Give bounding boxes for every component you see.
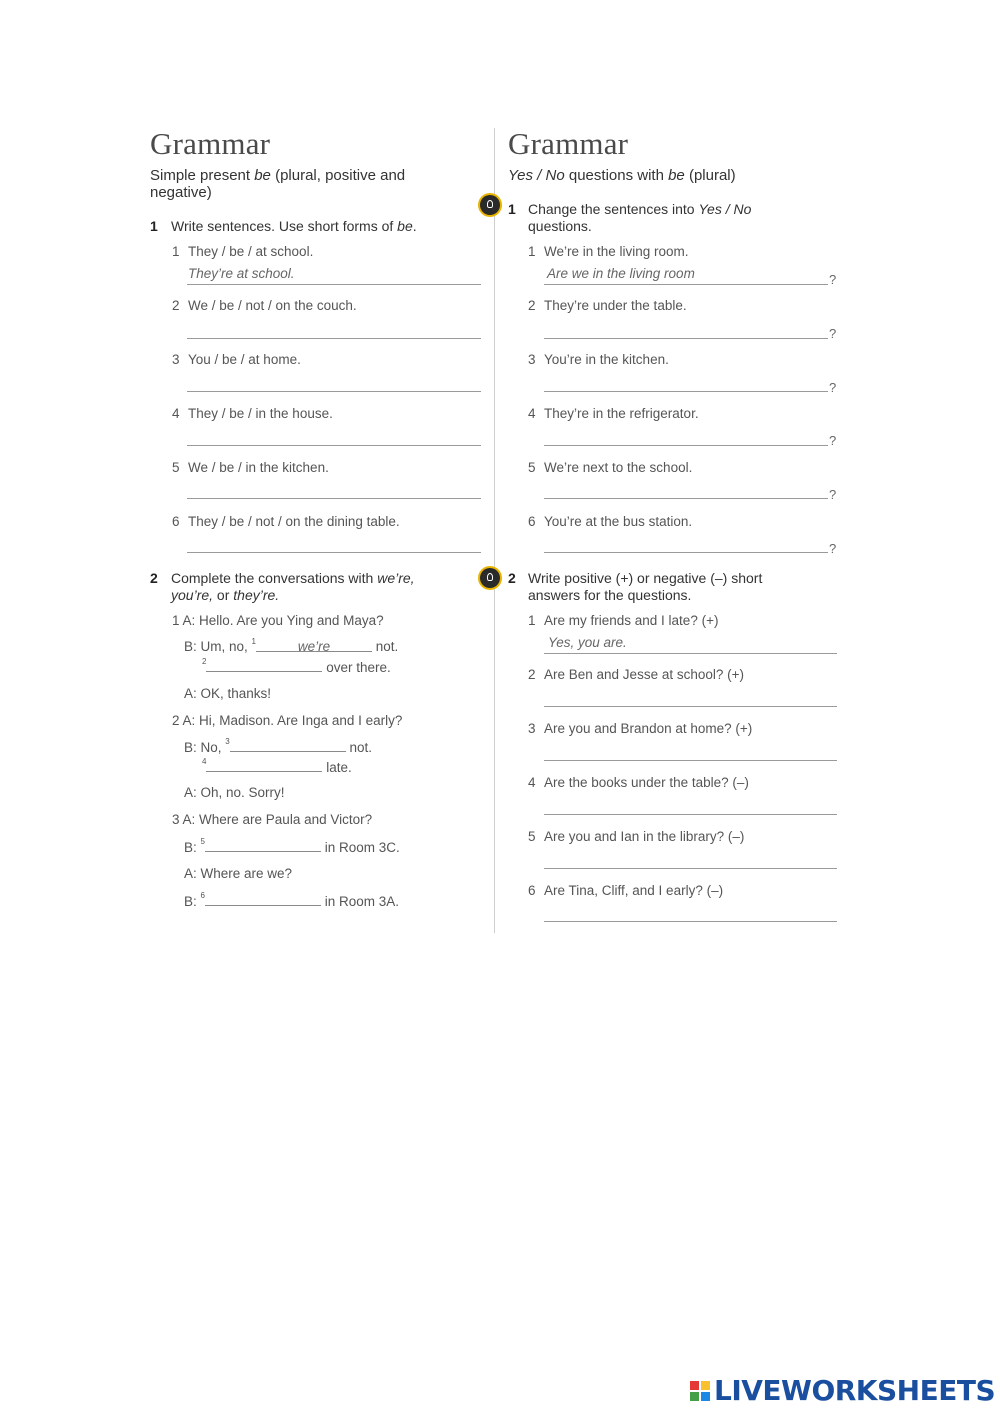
right-ex2-answer-1: Yes, you are. [548,635,627,650]
lightbulb-icon [480,568,500,588]
right-ex2-answer-line-3[interactable] [544,760,837,761]
right-ex2-item-1: 1 Are my friends and I late? (+) [528,613,719,628]
right-ex1-number: 1 [508,201,516,217]
right-ex2-number: 2 [508,570,516,586]
left-title: Grammar [150,126,271,161]
right-ex1-answer-line-2[interactable] [544,338,828,339]
right-ex2-item-6: 6 Are Tina, Cliff, and I early? (–) [528,883,724,898]
left-ex1-answer-line-4[interactable] [187,445,481,446]
question-mark-4: ? [829,433,837,448]
conversation-1-line-b: B: Um, no, $^1$ we’re not. [184,637,399,654]
left-ex1-answer-1: They’re at school. [188,266,295,281]
conversation-2-line-b: B: No, $^3$ not. [184,737,372,755]
right-ex1-answer-line-5[interactable] [544,498,828,499]
conversation-3-line-a: 3 A: Where are Paula and Victor? [172,812,373,827]
left-ex2-number: 2 [150,570,158,586]
right-ex2-answer-line-1[interactable] [544,653,837,654]
left-ex2-instruction: Complete the conversations with we’re, you’re, or they’re. [171,570,415,603]
logo-mark-icon [690,1381,710,1401]
conversation-2-line-d: A: Oh, no. Sorry! [184,785,285,800]
left-ex1-instruction: Write sentences. Use short forms of be. [171,218,417,234]
left-ex1-answer-line-1[interactable] [187,284,481,285]
left-ex1-item-4: 4 They / be / in the house. [172,406,333,421]
left-ex1-item-1: 1 They / be / at school. [172,244,314,259]
conversation-1-line-c: $^2$ over there. [202,657,391,675]
right-ex2-item-5: 5 Are you and Ian in the library? (–) [528,829,745,844]
right-ex1-answer-line-4[interactable] [544,445,828,446]
left-ex1-item-2: 2 We / be / not / on the couch. [172,298,357,313]
liveworksheets-logo [690,1374,995,1407]
blank-6[interactable] [205,893,321,906]
conversation-3-line-d: B: $^6$ in Room 3A. [184,891,400,909]
right-ex1-answer-1: Are we in the living room [547,266,695,281]
right-ex1-instruction: Change the sentences into Yes / No questions. [528,201,752,234]
blank-5[interactable] [205,839,321,852]
right-ex1-item-1: 1 We’re in the living room. [528,244,689,259]
conversation-1-line-d: A: OK, thanks! [184,686,272,701]
column-divider [494,128,495,933]
right-subtitle: Yes / No questions with be (plural) [508,167,736,184]
question-mark-3: ? [829,380,837,395]
left-ex1-answer-line-6[interactable] [187,552,481,553]
left-ex1-item-5: 5 We / be / in the kitchen. [172,460,329,475]
right-ex2-answer-line-5[interactable] [544,868,837,869]
conversation-2-line-a: 2 A: Hi, Madison. Are Inga and I early? [172,713,403,728]
right-ex1-item-6: 6 You’re at the bus station. [528,514,693,529]
right-ex2-answer-line-2[interactable] [544,706,837,707]
conversation-3-line-b: B: $^5$ in Room 3C. [184,837,400,855]
right-ex1-item-5: 5 We’re next to the school. [528,460,693,475]
right-ex2-item-3: 3 Are you and Brandon at home? (+) [528,721,753,736]
left-ex1-item-6: 6 They / be / not / on the dining table. [172,514,400,529]
conversation-3-line-c: A: Where are we? [184,866,293,881]
blank-2[interactable] [206,659,322,672]
lightbulb-icon [480,195,500,215]
left-subtitle: Simple present be (plural, positive and negative) [150,167,406,201]
right-ex1-item-2: 2 They’re under the table. [528,298,687,313]
logo-text: LIVEWORKSHEETS [714,1374,996,1407]
right-ex2-answer-line-4[interactable] [544,814,837,815]
conversation-1-line-a: 1 A: Hello. Are you Ying and Maya? [172,613,384,628]
right-ex1-answer-line-6[interactable] [544,552,828,553]
question-mark-2: ? [829,326,837,341]
right-ex2-instruction: Write positive (+) or negative (–) short answers for the questions. [528,570,763,603]
right-ex1-answer-line-1[interactable] [544,284,828,285]
question-mark-6: ? [829,541,837,556]
left-ex1-number: 1 [150,218,158,234]
right-ex2-answer-line-6[interactable] [544,921,837,922]
question-mark-5: ? [829,487,837,502]
left-ex1-answer-line-3[interactable] [187,391,481,392]
right-ex1-answer-line-3[interactable] [544,391,828,392]
right-ex1-item-4: 4 They’re in the refrigerator. [528,406,699,421]
left-ex1-answer-line-2[interactable] [187,338,481,339]
right-ex2-item-2: 2 Are Ben and Jesse at school? (+) [528,667,744,682]
right-title: Grammar [508,126,629,161]
right-ex2-item-4: 4 Are the books under the table? (–) [528,775,749,790]
question-mark-1: ? [829,272,837,287]
blank-3[interactable] [230,739,346,752]
left-ex1-answer-line-5[interactable] [187,498,481,499]
blank-1[interactable]: we’re [256,639,372,652]
right-ex1-item-3: 3 You’re in the kitchen. [528,352,669,367]
left-ex1-item-3: 3 You / be / at home. [172,352,301,367]
blank-4[interactable] [206,759,322,772]
conversation-2-line-c: $^4$ late. [202,757,352,775]
